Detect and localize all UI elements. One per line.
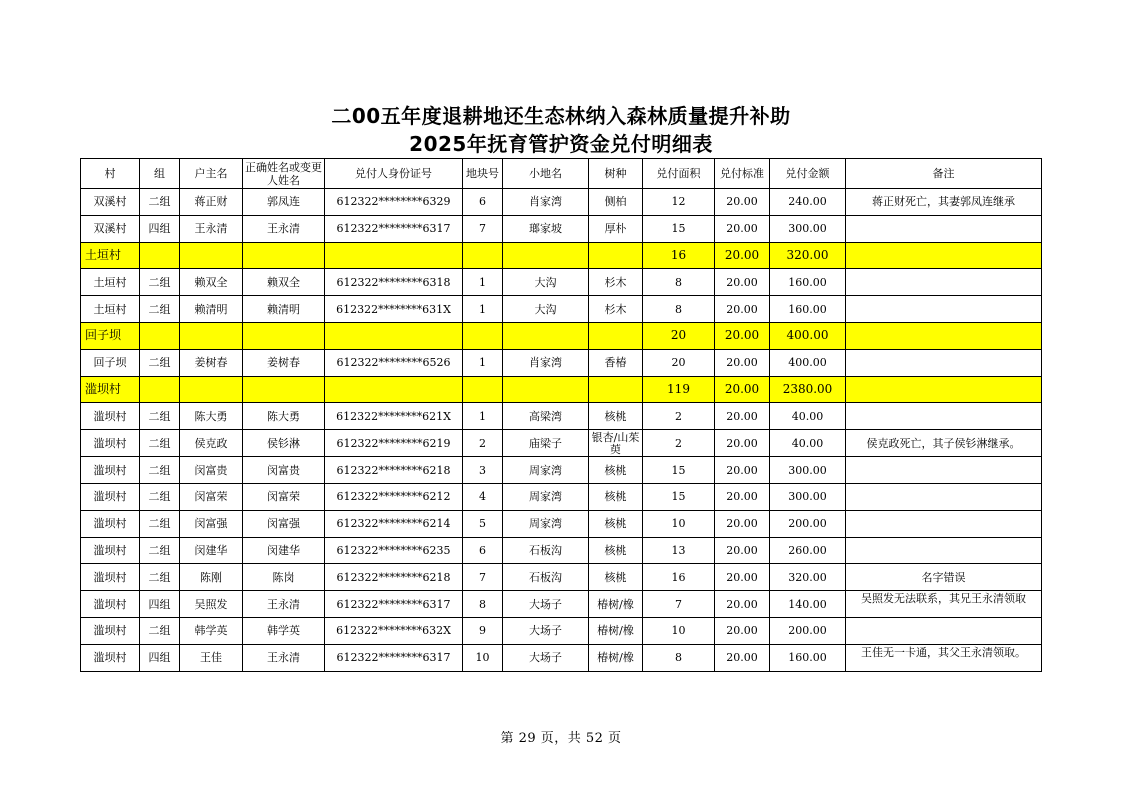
cell-correct-name: 闵富贵 [243,457,325,484]
cell-tree-species: 椿树/橡 [589,644,643,671]
cell-remarks: 王佳无一卡通，其父王永清领取。 [846,644,1042,671]
cell-plot-number: 9 [463,617,503,644]
cell-area: 8 [643,644,715,671]
cell-rate: 20.00 [715,430,770,457]
cell-group: 二组 [140,457,180,484]
cell-remarks: 吴照发无法联系，其兄王永清领取 [846,591,1042,618]
cell-id-number: 612322********6317 [325,591,463,618]
cell-rate: 20.00 [715,403,770,430]
cell-id-number: 612322********6212 [325,483,463,510]
cell-group: 四组 [140,591,180,618]
header-remarks: 备注 [846,159,1042,189]
table-row [81,430,1042,457]
cell-village: 土垣村 [81,296,140,323]
cell-tree-species: 厚朴 [589,215,643,242]
cell-rate: 20.00 [715,296,770,323]
cell-area: 15 [643,457,715,484]
cell-area: 15 [643,215,715,242]
cell-tree-species: 核桃 [589,537,643,564]
cell-id-number: 612322********6218 [325,457,463,484]
cell-village: 滥坝村 [81,617,140,644]
cell-place-name: 周家湾 [503,483,589,510]
cell-area: 10 [643,510,715,537]
cell-village: 滥坝村 [81,483,140,510]
cell-plot-number: 1 [463,296,503,323]
table-row [81,403,1042,430]
cell-rate: 20.00 [715,457,770,484]
cell-remarks: 名字错误 [846,564,1042,591]
cell-group [140,242,180,269]
cell-rate: 20.00 [715,617,770,644]
table-row [81,537,1042,564]
cell-place-name: 肖家湾 [503,189,589,216]
cell-group: 二组 [140,510,180,537]
cell-tree-species [589,242,643,269]
cell-id-number: 612322********632X [325,617,463,644]
cell-correct-name: 侯钐淋 [243,430,325,457]
cell-amount: 40.00 [770,403,846,430]
cell-village: 土垣村 [81,269,140,296]
header-plot-number: 地块号 [463,159,503,189]
cell-tree-species: 核桃 [589,457,643,484]
cell-amount: 2380.00 [770,376,846,403]
cell-householder [180,376,243,403]
cell-group: 二组 [140,269,180,296]
cell-id-number: 612322********6214 [325,510,463,537]
table-body [81,189,1042,672]
cell-group [140,322,180,349]
cell-remarks [846,349,1042,376]
cell-tree-species [589,376,643,403]
cell-village: 滥坝村 [81,376,140,403]
cell-amount: 260.00 [770,537,846,564]
cell-id-number: 612322********631X [325,296,463,323]
cell-householder [180,322,243,349]
cell-place-name: 石板沟 [503,537,589,564]
cell-remarks: 侯克政死亡，其子侯钐淋继承。 [846,430,1042,457]
header-householder: 户主名 [180,159,243,189]
cell-amount: 300.00 [770,457,846,484]
cell-plot-number [463,376,503,403]
cell-rate: 20.00 [715,510,770,537]
cell-remarks [846,269,1042,296]
cell-place-name: 瑯家坡 [503,215,589,242]
cell-tree-species: 核桃 [589,483,643,510]
table-row [81,617,1042,644]
header-tree-species: 树种 [589,159,643,189]
cell-rate: 20.00 [715,189,770,216]
cell-amount: 240.00 [770,189,846,216]
cell-plot-number: 2 [463,430,503,457]
cell-place-name: 高梁湾 [503,403,589,430]
cell-area: 119 [643,376,715,403]
cell-area: 13 [643,537,715,564]
cell-householder: 闵富贵 [180,457,243,484]
cell-id-number: 612322********6317 [325,215,463,242]
cell-area: 7 [643,591,715,618]
table-row [81,591,1042,618]
cell-amount: 300.00 [770,483,846,510]
cell-place-name [503,322,589,349]
cell-tree-species: 核桃 [589,403,643,430]
cell-plot-number: 6 [463,189,503,216]
summary-row [81,242,1042,269]
cell-tree-species: 核桃 [589,510,643,537]
cell-place-name [503,376,589,403]
cell-id-number: 612322********6218 [325,564,463,591]
cell-village: 滥坝村 [81,591,140,618]
header-area: 兑付面积 [643,159,715,189]
cell-householder: 陈大勇 [180,403,243,430]
cell-householder [180,242,243,269]
cell-remarks [846,242,1042,269]
cell-amount: 320.00 [770,564,846,591]
cell-village: 双溪村 [81,215,140,242]
cell-tree-species [589,322,643,349]
cell-group: 二组 [140,617,180,644]
cell-remarks [846,510,1042,537]
cell-village: 双溪村 [81,189,140,216]
cell-group: 四组 [140,215,180,242]
cell-id-number [325,376,463,403]
cell-correct-name: 陈岗 [243,564,325,591]
cell-village: 滥坝村 [81,403,140,430]
cell-correct-name: 赖清明 [243,296,325,323]
cell-tree-species: 杉木 [589,296,643,323]
document-title-line-1: 二00五年度退耕地还生态林纳入森林质量提升补助 [331,104,791,128]
cell-rate: 20.00 [715,269,770,296]
cell-correct-name: 闵建华 [243,537,325,564]
cell-correct-name [243,322,325,349]
cell-area: 16 [643,564,715,591]
cell-amount: 160.00 [770,296,846,323]
cell-householder: 陈刚 [180,564,243,591]
cell-place-name: 石板沟 [503,564,589,591]
cell-correct-name [243,242,325,269]
cell-group: 二组 [140,483,180,510]
cell-plot-number: 6 [463,537,503,564]
cell-householder: 闵富强 [180,510,243,537]
cell-rate: 20.00 [715,215,770,242]
cell-remarks [846,457,1042,484]
cell-amount: 40.00 [770,430,846,457]
cell-group: 二组 [140,564,180,591]
header-id-number: 兑付人身份证号 [325,159,463,189]
cell-remarks [846,296,1042,323]
cell-remarks [846,376,1042,403]
cell-tree-species: 椿树/橡 [589,617,643,644]
cell-id-number [325,322,463,349]
cell-amount: 200.00 [770,510,846,537]
cell-area: 20 [643,322,715,349]
cell-area: 2 [643,430,715,457]
cell-rate: 20.00 [715,564,770,591]
page-number: 第 29 页，共 52 页 [500,731,622,746]
cell-group: 二组 [140,430,180,457]
cell-correct-name [243,376,325,403]
cell-correct-name: 郭凤连 [243,189,325,216]
table-header-row [81,159,1042,189]
cell-remarks [846,483,1042,510]
cell-village: 土垣村 [81,242,140,269]
cell-plot-number [463,322,503,349]
cell-place-name: 庙梁子 [503,430,589,457]
table-row [81,457,1042,484]
header-rate: 兑付标准 [715,159,770,189]
cell-id-number: 612322********6318 [325,269,463,296]
cell-amount: 200.00 [770,617,846,644]
cell-correct-name: 姜树春 [243,349,325,376]
cell-amount: 140.00 [770,591,846,618]
cell-place-name: 周家湾 [503,510,589,537]
table-row [81,564,1042,591]
cell-plot-number: 4 [463,483,503,510]
cell-remarks [846,403,1042,430]
cell-id-number: 612322********6329 [325,189,463,216]
cell-householder: 赖清明 [180,296,243,323]
cell-correct-name: 王永清 [243,215,325,242]
cell-id-number: 612322********6235 [325,537,463,564]
cell-remarks [846,537,1042,564]
cell-tree-species: 香椿 [589,349,643,376]
summary-row [81,376,1042,403]
table-row [81,510,1042,537]
cell-id-number: 612322********6317 [325,644,463,671]
cell-householder: 韩学英 [180,617,243,644]
cell-correct-name: 王永清 [243,644,325,671]
cell-plot-number: 10 [463,644,503,671]
cell-rate: 20.00 [715,591,770,618]
cell-rate: 20.00 [715,644,770,671]
table-row [81,215,1042,242]
cell-place-name: 大场子 [503,617,589,644]
cell-rate: 20.00 [715,242,770,269]
table-row [81,189,1042,216]
cell-correct-name: 王永清 [243,591,325,618]
cell-plot-number: 3 [463,457,503,484]
cell-rate: 20.00 [715,483,770,510]
cell-group: 二组 [140,349,180,376]
cell-id-number [325,242,463,269]
cell-group: 二组 [140,403,180,430]
cell-area: 12 [643,189,715,216]
cell-village: 滥坝村 [81,430,140,457]
cell-tree-species: 椿树/橡 [589,591,643,618]
cell-village: 滥坝村 [81,564,140,591]
cell-amount: 320.00 [770,242,846,269]
cell-amount: 300.00 [770,215,846,242]
cell-area: 10 [643,617,715,644]
cell-plot-number: 1 [463,403,503,430]
cell-place-name: 肖家湾 [503,349,589,376]
cell-householder: 吴照发 [180,591,243,618]
cell-plot-number: 1 [463,269,503,296]
cell-id-number: 612322********6526 [325,349,463,376]
cell-plot-number: 7 [463,215,503,242]
cell-amount: 400.00 [770,349,846,376]
header-amount: 兑付金额 [770,159,846,189]
cell-group: 四组 [140,644,180,671]
cell-householder: 闵富荣 [180,483,243,510]
table-row [81,269,1042,296]
cell-place-name: 大场子 [503,591,589,618]
cell-id-number: 612322********621X [325,403,463,430]
cell-tree-species: 核桃 [589,564,643,591]
cell-correct-name: 韩学英 [243,617,325,644]
header-group: 组 [140,159,180,189]
document-title-line-2: 2025年抚育管护资金兑付明细表 [409,132,713,156]
cell-village: 回子坝 [81,349,140,376]
cell-plot-number [463,242,503,269]
cell-village: 滥坝村 [81,644,140,671]
cell-group: 二组 [140,537,180,564]
table-row [81,349,1042,376]
cell-tree-species: 杉木 [589,269,643,296]
cell-rate: 20.00 [715,537,770,564]
cell-area: 20 [643,349,715,376]
cell-group: 二组 [140,189,180,216]
cell-amount: 160.00 [770,269,846,296]
cell-area: 16 [643,242,715,269]
cell-id-number: 612322********6219 [325,430,463,457]
cell-group: 二组 [140,296,180,323]
cell-amount: 160.00 [770,644,846,671]
cell-remarks [846,215,1042,242]
cell-rate: 20.00 [715,322,770,349]
cell-village: 滥坝村 [81,537,140,564]
cell-area: 2 [643,403,715,430]
cell-correct-name: 陈大勇 [243,403,325,430]
cell-remarks [846,322,1042,349]
cell-plot-number: 8 [463,591,503,618]
cell-village: 滥坝村 [81,457,140,484]
cell-plot-number: 7 [463,564,503,591]
cell-householder: 赖双全 [180,269,243,296]
payment-detail-table [80,158,1042,672]
cell-householder: 王佳 [180,644,243,671]
cell-householder: 闵建华 [180,537,243,564]
cell-area: 8 [643,269,715,296]
header-place-name: 小地名 [503,159,589,189]
cell-place-name: 大沟 [503,296,589,323]
cell-place-name [503,242,589,269]
cell-remarks: 蒋正财死亡，其妻郭凤连继承 [846,189,1042,216]
header-correct-name: 正确姓名或变更人姓名 [243,159,325,189]
summary-row [81,322,1042,349]
header-village: 村 [81,159,140,189]
cell-amount: 400.00 [770,322,846,349]
cell-householder: 王永清 [180,215,243,242]
cell-area: 8 [643,296,715,323]
cell-rate: 20.00 [715,376,770,403]
cell-place-name: 周家湾 [503,457,589,484]
cell-village: 回子坝 [81,322,140,349]
cell-village: 滥坝村 [81,510,140,537]
cell-tree-species: 侧柏 [589,189,643,216]
cell-correct-name: 赖双全 [243,269,325,296]
cell-plot-number: 5 [463,510,503,537]
table-row [81,296,1042,323]
cell-area: 15 [643,483,715,510]
cell-remarks [846,617,1042,644]
cell-place-name: 大沟 [503,269,589,296]
cell-tree-species: 银杏/山茱萸 [589,430,643,457]
cell-correct-name: 闵富强 [243,510,325,537]
cell-householder: 蒋正财 [180,189,243,216]
cell-plot-number: 1 [463,349,503,376]
table-row [81,483,1042,510]
table-row [81,644,1042,671]
cell-rate: 20.00 [715,349,770,376]
cell-householder: 姜树春 [180,349,243,376]
cell-householder: 侯克政 [180,430,243,457]
cell-place-name: 大场子 [503,644,589,671]
cell-correct-name: 闵富荣 [243,483,325,510]
cell-group [140,376,180,403]
